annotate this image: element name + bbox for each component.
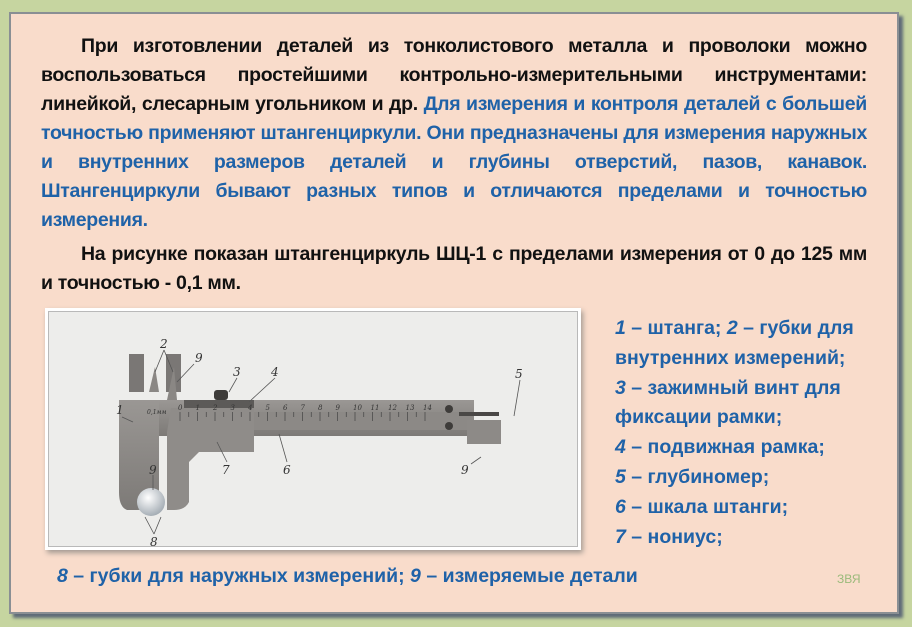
paragraph-1-blue: Для измерения и контроля деталей с большей точностью применяют штангенциркули. Они предназначены для измерения наружных и внутренних размеров деталей и глубины отверстий, пазов, канавок. Штангенциркули бывают разных типов и отличаются пределами и точностью измерения. (41, 93, 867, 231)
scale-label: 0,1мм (147, 409, 167, 416)
callout-5: 5 (515, 367, 523, 381)
legend (615, 314, 895, 552)
scale-number: 6 (283, 404, 288, 412)
legend-text: внутренних измерений; (615, 346, 846, 369)
scale-number: 12 (388, 404, 397, 412)
legend-num-9: 9 (410, 565, 421, 587)
legend-line (615, 344, 895, 374)
legend-num: 2 (726, 317, 738, 339)
legend-line (615, 374, 895, 404)
scale-number: 1 (195, 404, 200, 412)
paragraph-2: На рисунке показан штангенциркуль ШЦ-1 с пределами измерения от 0 до 125 мм и точностью - 0,1 мм. (41, 243, 867, 294)
legend-line (615, 463, 895, 493)
scale-number: 8 (318, 404, 323, 412)
legend-text: – шкала штанги; (625, 495, 789, 518)
legend-text: – глубиномер; (625, 465, 770, 488)
scale-number: 14 (423, 404, 432, 412)
depth-gauge (459, 412, 499, 416)
body-text (41, 32, 867, 298)
legend-num-8: 8 (57, 565, 68, 587)
scale-number: 13 (405, 404, 415, 412)
bottom-legend (57, 565, 638, 588)
callout-9-depth: 9 (461, 463, 469, 477)
legend-line (615, 493, 895, 523)
legend-line (615, 433, 895, 463)
callout-2: 2 (160, 337, 168, 351)
legend-line (615, 523, 895, 553)
callout-9-ball: 9 (149, 463, 157, 477)
callout-6: 6 (283, 463, 291, 477)
legend-num: 7 (615, 525, 626, 548)
slide-panel (9, 12, 899, 614)
measured-part-depth (467, 420, 501, 444)
legend-line (615, 314, 895, 344)
callout-8: 8 (150, 535, 158, 546)
paragraph-1 (41, 32, 867, 235)
scale-number: 0 (178, 404, 183, 412)
legend-text: – зажимный винт для (625, 376, 841, 399)
scale-number: 5 (265, 404, 270, 412)
legend-text-8: – губки для наружных измерений; (67, 565, 411, 587)
scale-number: 11 (370, 404, 380, 412)
scale-number: 10 (353, 404, 362, 412)
legend-num: 1 (615, 317, 626, 339)
legend-num: 4 (615, 436, 626, 459)
callout-4: 4 (271, 365, 279, 379)
scale-number: 2 (213, 404, 218, 412)
callout-3: 3 (233, 365, 241, 379)
legend-text: – штанга; (625, 317, 727, 339)
legend-text: фиксации рамки; (615, 406, 783, 429)
legend-text: – губки для (737, 317, 854, 339)
callout-1: 1 (116, 403, 124, 417)
sliding-frame (184, 400, 254, 408)
legend-num: 5 (615, 465, 626, 488)
scale-number: 4 (248, 404, 253, 412)
author-signature: ЗВЯ (837, 572, 861, 586)
paragraph-1-black: При изготовлении деталей из тонколистового металла и проволоки можно воспользоваться простейшими контрольно-измерительными инструментами: линейкой, слесарным угольником и др. (41, 35, 867, 115)
legend-text-9: – измеряемые детали (420, 565, 638, 587)
callout-7: 7 (222, 463, 230, 477)
caliper-drawing (49, 312, 577, 546)
callout-9-internal: 9 (195, 351, 203, 365)
scale-number: 3 (230, 404, 235, 412)
legend-num: 3 (615, 376, 626, 399)
scale-number: 9 (335, 404, 340, 412)
measured-part-ball (137, 488, 165, 516)
caliper-figure (48, 311, 578, 547)
clamp-screw (214, 390, 228, 400)
legend-num: 6 (615, 495, 626, 518)
legend-line (615, 403, 895, 433)
legend-text: – нониус; (625, 525, 723, 548)
legend-text: – подвижная рамка; (625, 436, 825, 459)
scale-number: 7 (300, 404, 305, 412)
